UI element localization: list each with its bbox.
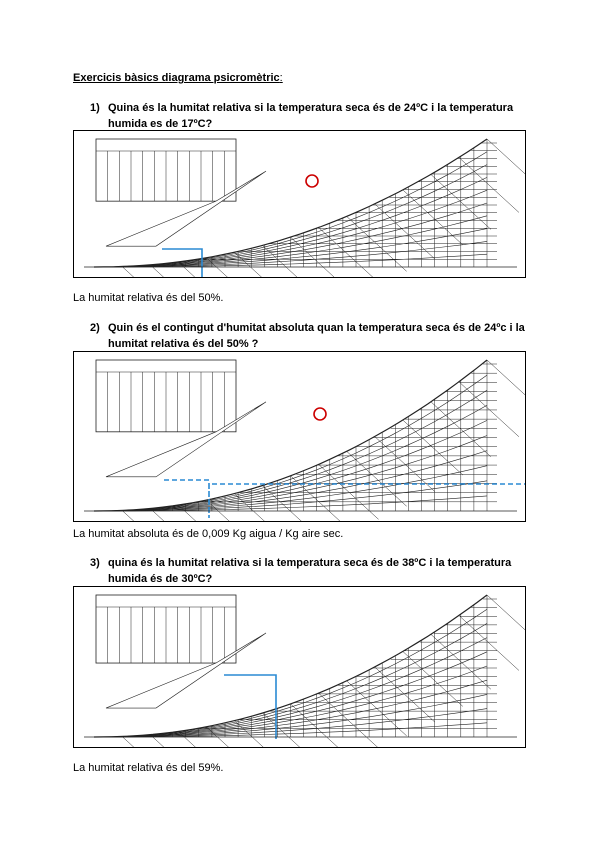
wetbulb-line (459, 157, 519, 212)
question-text: quina és la humitat relativa si la temperatura seca és de 38ºC i la temperatura humida és de 30ºC? (108, 557, 512, 585)
question-text: Quin és el contingut d'humitat absoluta quan la temperatura seca és de 24ºc i la humitat relativa és del 50% ? (108, 322, 525, 350)
psychrometric-chart-1 (73, 130, 526, 278)
wetbulb-line (319, 693, 379, 748)
marker-circle (314, 408, 326, 420)
chart-svg (74, 131, 526, 278)
wetbulb-line (319, 227, 379, 278)
question-number: 2) (90, 322, 100, 334)
psychrometric-chart-2 (73, 351, 526, 522)
wetbulb-line (487, 360, 526, 415)
wetbulb-line (122, 266, 182, 278)
wetbulb-line (487, 595, 526, 650)
wetbulb-line (122, 736, 182, 748)
psychrometric-chart-3 (73, 586, 526, 748)
page-title: Exercicis bàsics diagrama psicromètric: (73, 72, 283, 84)
wetbulb-line (403, 190, 463, 245)
wetbulb-line (459, 615, 519, 670)
chart-svg (74, 587, 526, 748)
answer-2: La humitat absoluta és de 0,009 Kg aigua / Kg aire sec. (73, 528, 344, 540)
wetbulb-line (403, 651, 463, 706)
question-number: 1) (90, 102, 100, 114)
question-number: 3) (90, 557, 100, 569)
answer-1: La humitat relativa és del 50%. (73, 292, 224, 304)
marker-circle (306, 175, 318, 187)
chart-svg (74, 352, 526, 522)
question-text: Quina és la humitat relativa si la temperatura seca és de 24ºC i la temperatura humida es de 17ºC? (108, 102, 514, 130)
wetbulb-line (347, 681, 407, 736)
wetbulb-line (375, 667, 435, 722)
answer-3: La humitat relativa és del 59%. (73, 762, 224, 774)
wetbulb-line (122, 510, 182, 522)
